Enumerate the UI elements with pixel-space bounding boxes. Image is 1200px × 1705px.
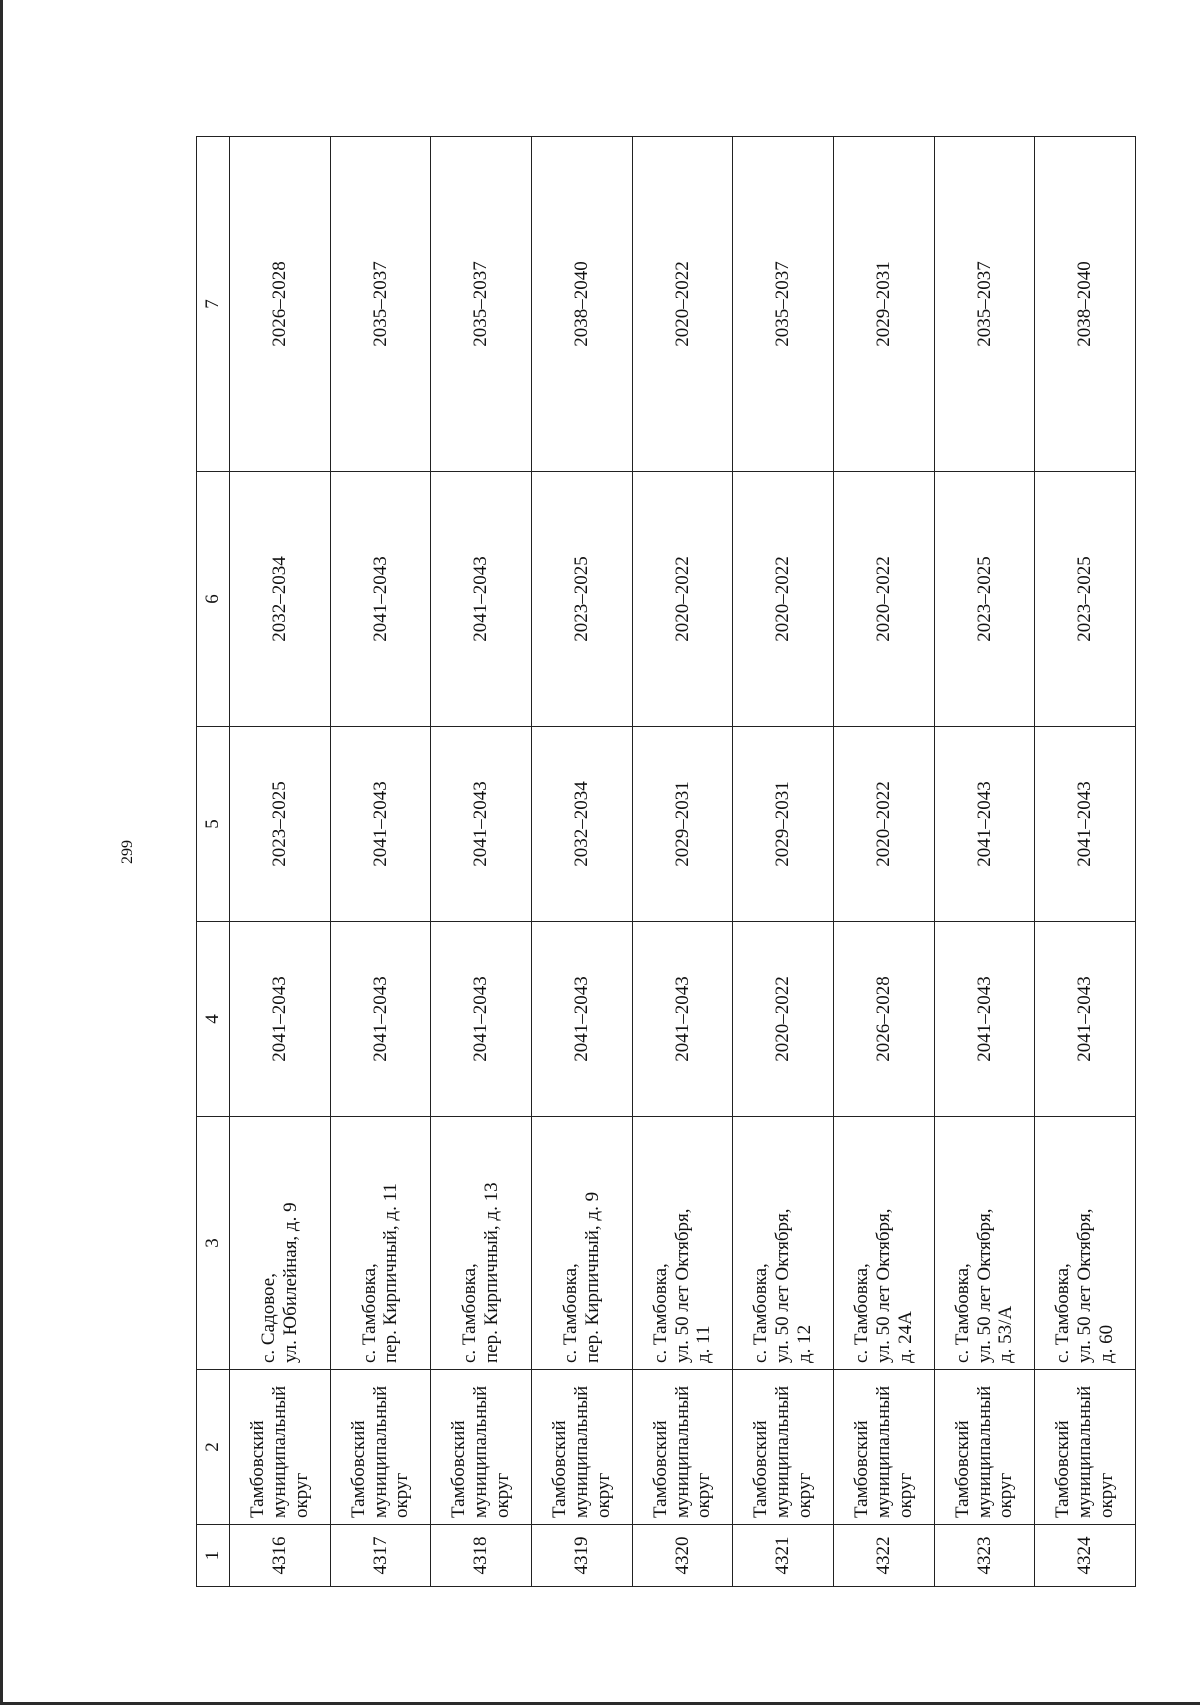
period-cell-c4: 2041–2043	[1035, 922, 1136, 1117]
period-cell-c7: 2035–2037	[431, 137, 532, 472]
period-cell-c6: 2023–2025	[531, 472, 632, 727]
district-cell	[531, 1370, 632, 1525]
address-cell	[733, 1117, 834, 1370]
period-cell-c5: 2041–2043	[1035, 727, 1136, 922]
table-row	[733, 137, 834, 1587]
district-cell	[632, 1370, 733, 1525]
address-line: д. 53/А	[995, 1305, 1017, 1363]
district-cell	[1035, 1370, 1136, 1525]
district-line: муниципальный	[369, 1385, 391, 1518]
district-cell	[733, 1370, 834, 1525]
period-cell-c7: 2035–2037	[934, 137, 1035, 472]
district-line: Тамбовский	[851, 1420, 872, 1518]
address-line: с. Тамбовка,	[559, 1263, 581, 1363]
period-cell-c5: 2041–2043	[330, 727, 431, 922]
address-line: ул. 50 лет Октября,	[772, 1208, 794, 1363]
row-number-cell: 4324	[1035, 1525, 1136, 1587]
district-line: муниципальный	[1074, 1385, 1096, 1518]
address-line: с. Тамбовка,	[649, 1263, 671, 1363]
period-cell-c6: 2023–2025	[934, 472, 1035, 727]
address-line: ул. 50 лет Октября,	[671, 1208, 693, 1363]
table-row	[330, 137, 431, 1587]
district-line: муниципальный	[772, 1385, 794, 1518]
address-line: с. Тамбовка,	[1052, 1263, 1074, 1363]
district-line: Тамбовский	[549, 1420, 571, 1518]
address-line: пер. Кирпичный, д. 9	[581, 1191, 603, 1363]
table-header-row	[197, 137, 230, 1587]
district-line: округ	[492, 1472, 514, 1518]
column-header: 7	[197, 137, 230, 472]
row-number-cell: 4318	[431, 1525, 532, 1587]
address-line: ул. 50 лет Октября,	[1074, 1208, 1096, 1363]
address-line: ул. 50 лет Октября,	[973, 1208, 995, 1363]
period-cell-c5: 2023–2025	[230, 727, 331, 922]
period-cell-c4: 2041–2043	[934, 922, 1035, 1117]
row-number-cell: 4323	[934, 1525, 1035, 1587]
column-header: 1	[197, 1525, 230, 1587]
address-line: с. Тамбовка,	[459, 1263, 481, 1363]
period-cell-c6: 2020–2022	[833, 472, 934, 727]
period-cell-c4: 2026–2028	[833, 922, 934, 1117]
address-cell	[632, 1117, 733, 1370]
table-row	[632, 137, 733, 1587]
period-cell-c7: 2020–2022	[632, 137, 733, 472]
district-line: муниципальный	[973, 1385, 995, 1518]
period-cell-c7: 2029–2031	[833, 137, 934, 472]
column-header: 2	[197, 1370, 230, 1525]
address-line: с. Тамбовка,	[951, 1263, 973, 1363]
row-number-cell: 4322	[833, 1525, 934, 1587]
address-line: ул. Юбилейная, д. 9	[279, 1202, 301, 1363]
period-cell-c5: 2041–2043	[934, 727, 1035, 922]
district-cell	[833, 1370, 934, 1525]
address-line: с. Тамбовка,	[851, 1263, 872, 1363]
address-cell	[230, 1117, 331, 1370]
address-line: д. 11	[693, 1325, 715, 1363]
table-row	[531, 137, 632, 1587]
district-line: Тамбовский	[1052, 1420, 1074, 1518]
period-cell-c7: 2035–2037	[733, 137, 834, 472]
table-wrapper	[196, 137, 1136, 1587]
period-cell-c6: 2032–2034	[230, 472, 331, 727]
period-cell-c5: 2041–2043	[431, 727, 532, 922]
district-line: округ	[391, 1472, 413, 1518]
column-header: 4	[197, 922, 230, 1117]
table-row	[230, 137, 331, 1587]
district-line: округ	[995, 1472, 1017, 1518]
address-line: с. Тамбовка,	[750, 1263, 772, 1363]
address-line: д. 60	[1096, 1324, 1118, 1363]
rotated-table-frame	[196, 137, 1136, 1587]
district-line: округ	[1096, 1472, 1118, 1518]
district-line: округ	[894, 1472, 916, 1518]
column-header: 5	[197, 727, 230, 922]
period-cell-c7: 2038–2040	[1035, 137, 1136, 472]
district-cell	[431, 1370, 532, 1525]
address-cell	[833, 1117, 934, 1370]
address-cell	[934, 1117, 1035, 1370]
address-cell	[1035, 1117, 1136, 1370]
district-line: Тамбовский	[649, 1420, 671, 1518]
period-cell-c4: 2041–2043	[330, 922, 431, 1117]
period-cell-c6: 2041–2043	[330, 472, 431, 727]
period-cell-c4: 2041–2043	[431, 922, 532, 1117]
address-cell	[531, 1117, 632, 1370]
district-line: муниципальный	[671, 1385, 693, 1518]
address-line: пер. Кирпичный, д. 13	[481, 1182, 503, 1363]
district-line: Тамбовский	[448, 1420, 470, 1518]
address-line: д. 12	[794, 1324, 816, 1363]
column-header: 3	[197, 1117, 230, 1370]
row-number-cell: 4321	[733, 1525, 834, 1587]
table-row	[833, 137, 934, 1587]
period-cell-c4: 2041–2043	[531, 922, 632, 1117]
period-cell-c5: 2032–2034	[531, 727, 632, 922]
district-line: округ	[794, 1472, 816, 1518]
address-line: ул. 50 лет Октября,	[872, 1208, 894, 1363]
address-line: с. Тамбовка,	[358, 1263, 380, 1363]
district-line: Тамбовский	[951, 1420, 973, 1518]
period-cell-c6: 2041–2043	[431, 472, 532, 727]
address-line: д. 24А	[894, 1311, 916, 1363]
period-cell-c7: 2035–2037	[330, 137, 431, 472]
page-number: 299	[119, 840, 136, 864]
row-number-cell: 4319	[531, 1525, 632, 1587]
district-cell	[934, 1370, 1035, 1525]
table-row	[934, 137, 1035, 1587]
period-cell-c6: 2020–2022	[632, 472, 733, 727]
period-cell-c4: 2020–2022	[733, 922, 834, 1117]
data-table	[196, 136, 1136, 1587]
row-number-cell: 4320	[632, 1525, 733, 1587]
period-cell-c6: 2023–2025	[1035, 472, 1136, 727]
table-row	[431, 137, 532, 1587]
district-cell	[230, 1370, 331, 1525]
period-cell-c4: 2041–2043	[632, 922, 733, 1117]
period-cell-c7: 2026–2028	[230, 137, 331, 472]
district-cell	[330, 1370, 431, 1525]
period-cell-c5: 2029–2031	[733, 727, 834, 922]
address-line: пер. Кирпичный, д. 11	[380, 1183, 402, 1363]
row-number-cell: 4316	[230, 1525, 331, 1587]
column-header: 6	[197, 472, 230, 727]
period-cell-c4: 2041–2043	[230, 922, 331, 1117]
row-number-cell: 4317	[330, 1525, 431, 1587]
district-line: Тамбовский	[750, 1420, 772, 1518]
period-cell-c5: 2020–2022	[833, 727, 934, 922]
table-row	[1035, 137, 1136, 1587]
district-line: муниципальный	[570, 1385, 592, 1518]
district-line: муниципальный	[470, 1385, 492, 1518]
district-line: Тамбовский	[347, 1420, 369, 1518]
district-line: Тамбовский	[247, 1420, 269, 1518]
district-line: округ	[290, 1472, 312, 1518]
district-line: муниципальный	[872, 1385, 894, 1518]
address-line: с. Садовое,	[257, 1273, 279, 1363]
address-cell	[431, 1117, 532, 1370]
district-line: округ	[693, 1472, 715, 1518]
period-cell-c6: 2020–2022	[733, 472, 834, 727]
scan-edge-left	[0, 0, 3, 1705]
address-cell	[330, 1117, 431, 1370]
period-cell-c5: 2029–2031	[632, 727, 733, 922]
district-line: муниципальный	[268, 1385, 290, 1518]
period-cell-c7: 2038–2040	[531, 137, 632, 472]
district-line: округ	[592, 1472, 614, 1518]
